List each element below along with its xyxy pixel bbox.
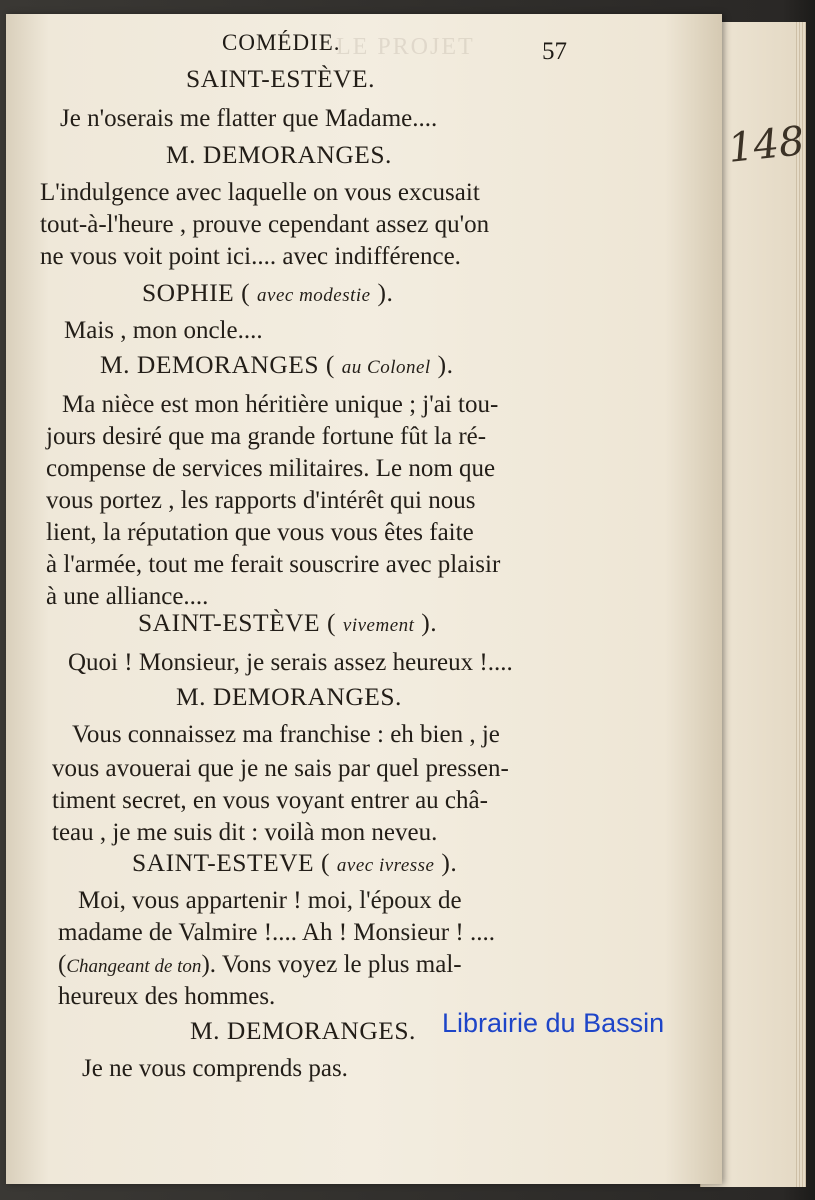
text-line: jours desiré que ma grande fortune fût la ré- — [46, 423, 487, 450]
speaker-heading: M. DEMORANGES ( au Colonel ). — [100, 350, 454, 379]
page-number: 57 — [542, 38, 567, 65]
text-line: Quoi ! Monsieur, je serais assez heureux !.... — [68, 649, 513, 676]
text-line: Je n'oserais me flatter que Madame.... — [60, 105, 438, 132]
handwritten-edge-number: 148 — [725, 118, 807, 172]
stage-direction: avec modestie — [257, 285, 371, 306]
bleed-through-text: LE PROJET — [336, 34, 475, 60]
text-line: tout-à-l'heure , prouve cependant assez qu'on — [40, 211, 490, 238]
text-line: Vous connaissez ma franchise : eh bien , je — [72, 721, 500, 748]
speaker-heading: SAINT-ESTEVE ( avec ivresse ). — [132, 848, 458, 877]
text-line: teau , je me suis dit : voilà mon neveu. — [52, 819, 438, 846]
text-line: à l'armée, tout me ferait souscrire avec plaisir — [46, 551, 501, 578]
text-line: L'indulgence avec laquelle on vous excusait — [40, 179, 480, 206]
speaker-heading: SAINT-ESTÈVE ( vivement ). — [138, 608, 438, 637]
text-line: madame de Valmire !.... Ah ! Monsieur ! .... — [58, 919, 495, 946]
text-line: ne vous voit point ici.... avec indifférence. — [40, 243, 461, 270]
running-head: COMÉDIE. — [222, 30, 341, 55]
text-line: heureux des hommes. — [58, 983, 276, 1010]
stage-direction: avec ivresse — [336, 855, 435, 876]
text-line: à une alliance.... — [46, 583, 209, 610]
stage-direction: Changeant de ton — [66, 956, 202, 977]
stage-direction: vivement — [342, 615, 415, 636]
speaker-name: SAINT-ESTEVE — [132, 848, 315, 877]
text-line: vous avouerai que je ne sais par quel pressen- — [52, 755, 509, 782]
speaker-heading: M. DEMORANGES. — [166, 140, 392, 169]
page-stack-edge — [796, 22, 806, 1187]
text-line: Mais , mon oncle.... — [64, 317, 263, 344]
text-line: timent secret, en vous voyant entrer au châ- — [52, 787, 488, 814]
text-line: vous portez , les rapports d'intérêt qui nous — [46, 487, 476, 514]
text-line: compense de services militaires. Le nom que — [46, 455, 496, 482]
speaker-name: SAINT-ESTÈVE — [138, 608, 321, 637]
text-line: lient, la réputation que vous vous êtes faite — [46, 519, 474, 546]
watermark-text: Librairie du Bassin — [442, 1008, 665, 1038]
speaker-name: SOPHIE — [142, 278, 235, 307]
text-line: Je ne vous comprends pas. — [82, 1055, 348, 1082]
text-line: Ma nièce est mon héritière unique ; j'ai tou- — [62, 391, 499, 418]
speaker-heading: M. DEMORANGES. — [176, 682, 402, 711]
text-line: (Changeant de ton). Vons voyez le plus mal- — [58, 951, 462, 978]
speaker-heading: SAINT-ESTÈVE. — [186, 64, 376, 93]
text-line: Moi, vous appartenir ! moi, l'époux de — [78, 887, 462, 914]
stage-direction: au Colonel — [341, 357, 431, 378]
speaker-name: M. DEMORANGES — [100, 350, 320, 379]
speaker-heading: M. DEMORANGES. — [190, 1016, 416, 1045]
speaker-heading: SOPHIE ( avec modestie ). — [142, 278, 394, 307]
